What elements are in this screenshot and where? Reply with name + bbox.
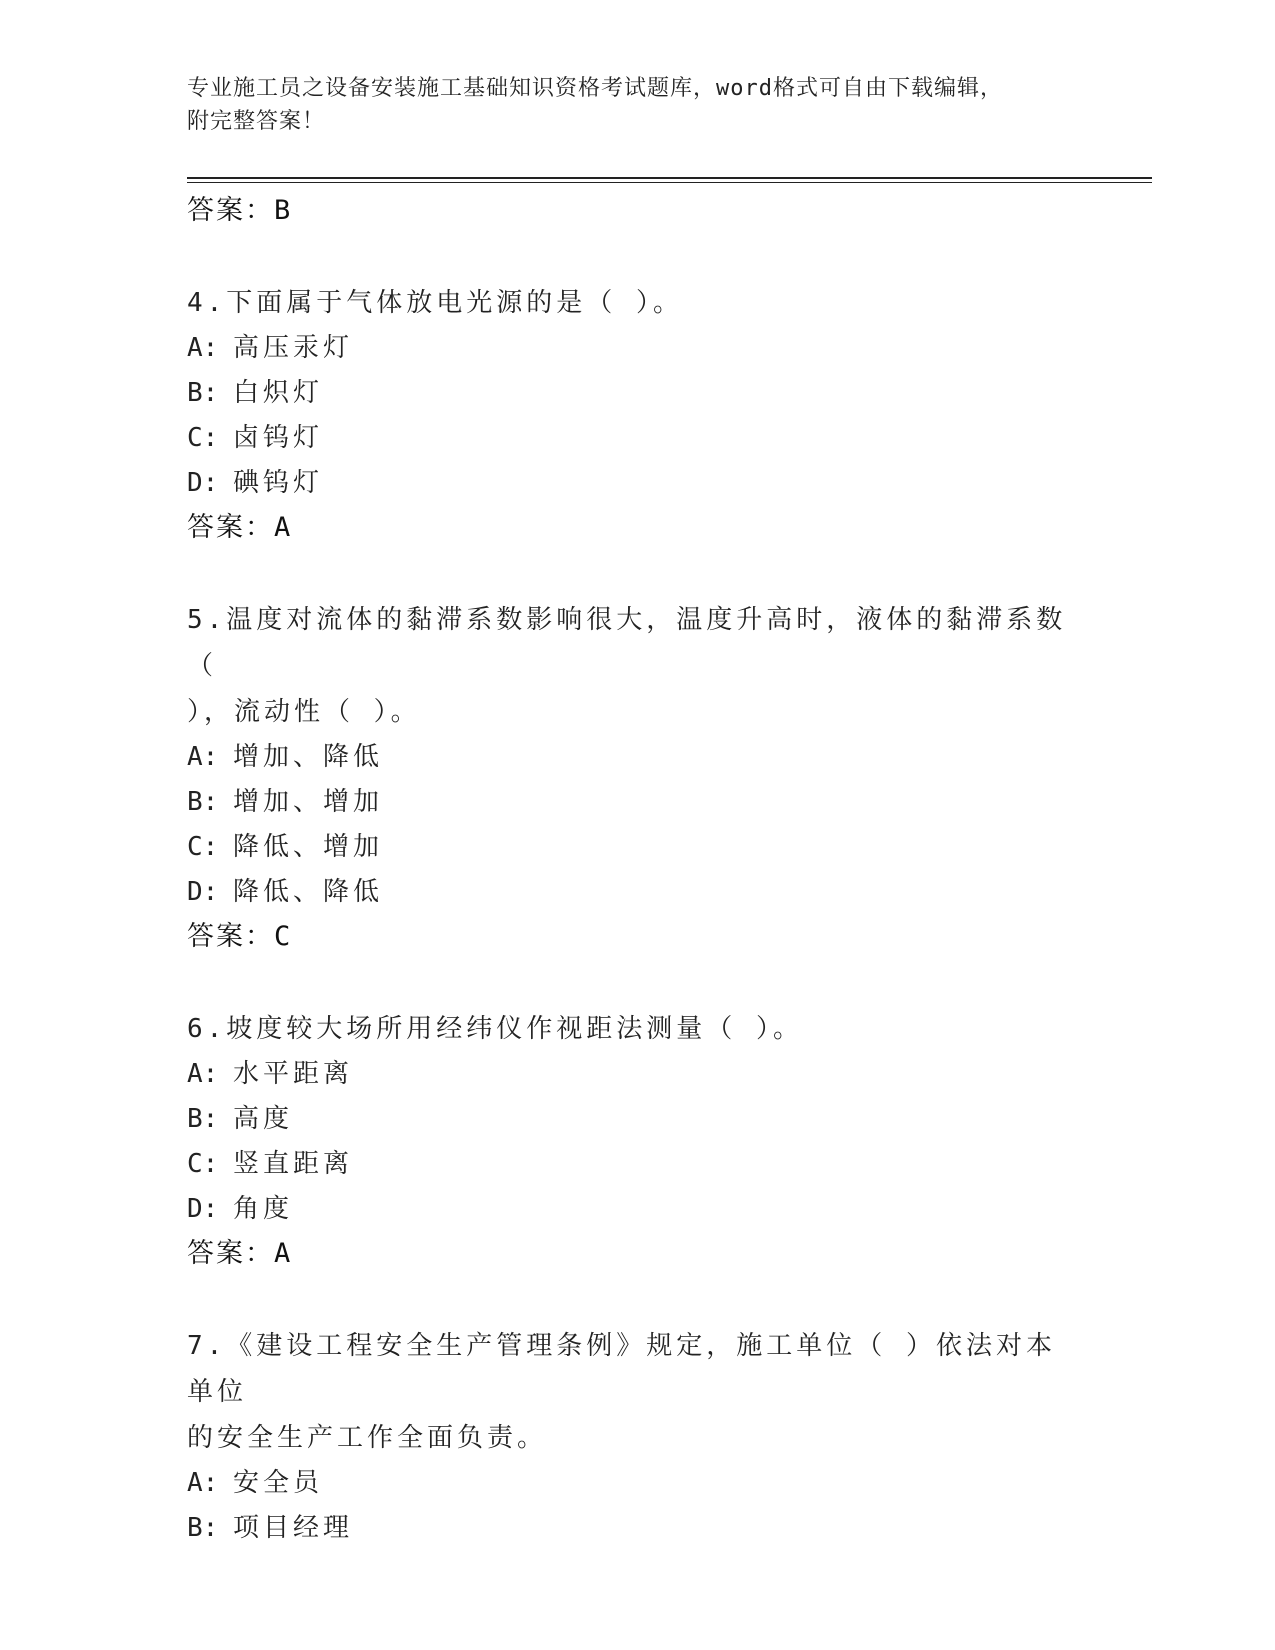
option-a bbox=[187, 1461, 1147, 1506]
option-text: 安全员 bbox=[233, 1468, 324, 1498]
option-letter: A: bbox=[187, 742, 219, 772]
answer-q4: 答案：A bbox=[187, 512, 293, 543]
option-d bbox=[187, 1187, 1147, 1232]
option-text: 角度 bbox=[233, 1194, 294, 1224]
question-6 bbox=[187, 1006, 1067, 1052]
header-rule bbox=[187, 177, 1152, 179]
option-a bbox=[187, 735, 1147, 780]
option-letter: B: bbox=[187, 378, 219, 408]
header-rule-thin bbox=[187, 182, 1152, 183]
option-c bbox=[187, 416, 1147, 461]
option-text: 增加、增加 bbox=[233, 787, 384, 817]
option-b bbox=[187, 371, 1147, 416]
option-letter: C: bbox=[187, 423, 219, 453]
question-4 bbox=[187, 280, 1067, 326]
option-letter: C: bbox=[187, 1149, 219, 1179]
question-text: 5.温度对流体的黏滞系数影响很大，温度升高时，液体的黏滞系数（ bbox=[187, 605, 1067, 681]
option-text: 增加、降低 bbox=[233, 742, 384, 772]
option-text: 项目经理 bbox=[233, 1513, 354, 1543]
question-text: 7.《建设工程安全生产管理条例》规定，施工单位（ ）依法对本单位 bbox=[187, 1331, 1056, 1407]
document-body bbox=[187, 189, 1147, 1551]
question-7 bbox=[187, 1323, 1067, 1461]
option-text: 高压汞灯 bbox=[233, 333, 354, 363]
option-b bbox=[187, 1506, 1147, 1551]
option-letter: B: bbox=[187, 1104, 219, 1134]
option-text: 碘钨灯 bbox=[233, 468, 324, 498]
option-letter: A: bbox=[187, 333, 219, 363]
option-d bbox=[187, 461, 1147, 506]
option-letter: D: bbox=[187, 877, 219, 907]
option-letter: B: bbox=[187, 1513, 219, 1543]
option-text: 卤钨灯 bbox=[233, 423, 324, 453]
option-text: 竖直距离 bbox=[233, 1149, 354, 1179]
option-letter: C: bbox=[187, 832, 219, 862]
option-d bbox=[187, 870, 1147, 915]
question-text-cont: ），流动性（ ）。 bbox=[187, 697, 421, 727]
option-letter: A: bbox=[187, 1059, 219, 1089]
answer-q5: 答案：C bbox=[187, 921, 293, 952]
option-text: 水平距离 bbox=[233, 1059, 354, 1089]
option-c bbox=[187, 1142, 1147, 1187]
question-5 bbox=[187, 597, 1067, 735]
option-c bbox=[187, 825, 1147, 870]
page-header bbox=[187, 72, 1087, 138]
option-a bbox=[187, 1052, 1147, 1097]
option-letter: B: bbox=[187, 787, 219, 817]
option-letter: D: bbox=[187, 468, 219, 498]
option-text: 降低、增加 bbox=[233, 832, 384, 862]
header-line-1: 专业施工员之设备安装施工基础知识资格考试题库，word格式可自由下载编辑， bbox=[187, 76, 1003, 101]
option-letter: A: bbox=[187, 1468, 219, 1498]
answer-q3: 答案：B bbox=[187, 195, 293, 226]
header-line-2: 附完整答案！ bbox=[187, 109, 326, 134]
question-text: 4.下面属于气体放电光源的是（ ）。 bbox=[187, 288, 683, 318]
option-a bbox=[187, 326, 1147, 371]
question-text: 6.坡度较大场所用经纬仪作视距法测量（ ）。 bbox=[187, 1014, 803, 1044]
option-letter: D: bbox=[187, 1194, 219, 1224]
answer-q6: 答案：A bbox=[187, 1238, 293, 1269]
option-text: 白炽灯 bbox=[233, 378, 324, 408]
option-b bbox=[187, 780, 1147, 825]
option-b bbox=[187, 1097, 1147, 1142]
option-text: 高度 bbox=[233, 1104, 294, 1134]
question-text-cont: 的安全生产工作全面负责。 bbox=[187, 1423, 548, 1453]
option-text: 降低、降低 bbox=[233, 877, 384, 907]
